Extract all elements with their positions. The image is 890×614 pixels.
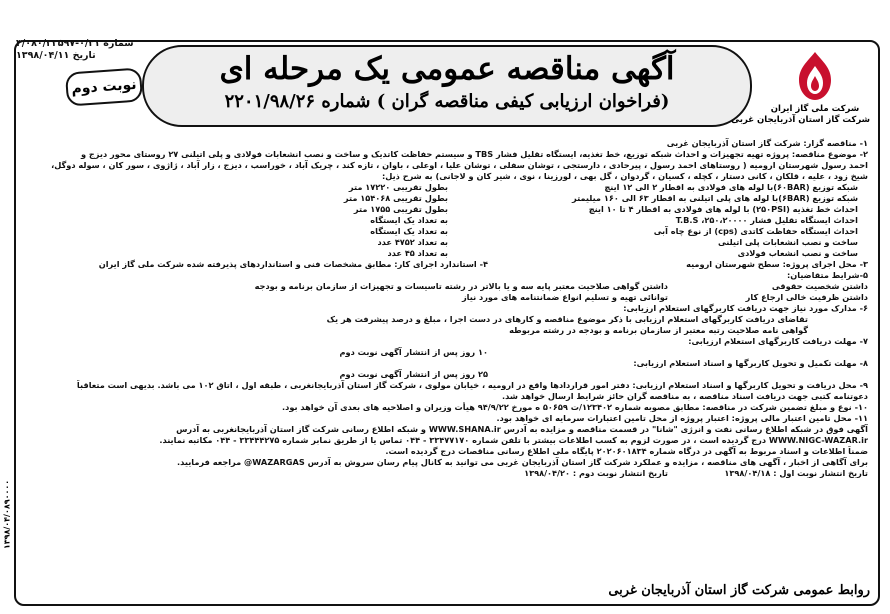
work-item-value: بطول تقریبی ۱۷۵۵ متر [353, 204, 448, 214]
logo-line-province: شرکت گاز استان آذربایجان غربی [731, 115, 870, 125]
ref-date: تاریخ ۱۳۹۸/۰۴/۱۱ [16, 50, 96, 61]
submit-deadline-value: ۲۵ روز پس از انتشار آگهی نوبت دوم [339, 369, 488, 379]
work-item-label: شبکه توزیع (۶BAR)با لوله های پلی اتیلنی به اقطار ۶۳ الی ۱۶۰ میلیمتر [571, 193, 858, 203]
work-item-value: به تعداد ۴۵ عدد [387, 248, 448, 258]
work-item-value: بطول تقریبی ۱۷۲۲۰ متر [348, 182, 448, 192]
subject-line-1: ۲- موضوع مناقصه: پروژه تهیه تجهیزات و احداث شبکه توزیع، خط تغذیه، ایستگاه تقلیل فشار TBS و سیستم حفاظت کاتدیک و ساخت و نصب انشعابات فولادی و پلی اتیلنی ۲۷ روستای محور دیزج و [80, 149, 868, 159]
publication-dates [22, 468, 868, 479]
ad-subtitle: (فراخوان ارزیابی کیفی مناقصه گران ) شماره ۲۲۰۱/۹۸/۲۶ [224, 91, 670, 112]
documents-certificate: گواهی نامه صلاحیت رتبه معتبر از سازمان برنامه و بودجه در رشته مربوطه [509, 325, 808, 335]
tenderer-line: ۱- مناقصه گزار: شرکت گاز استان آذربایجان غربی [666, 138, 868, 148]
work-item-label: احداث ایستگاه حفاظت کاتدی (cps) از نوع چاه آبی [653, 226, 858, 236]
work-item-value: به تعداد یک ایستگاه [370, 215, 448, 225]
public-relations-signature: روابط عمومی شرکت گاز استان آذربایجان غربی [608, 583, 870, 598]
conditions-row-2 [22, 292, 868, 303]
second-publication-date: تاریخ انتشار نوبت دوم : ۱۳۹۸/۰۴/۲۰ [524, 468, 668, 478]
work-item-row [22, 215, 868, 226]
delivery-location: ۹- محل دریافت و تحویل کاربرگها و اسناد استعلام ارزیابی: دفتر امور قراردادها واقع در ارومیه ، خیابان مولوی ، شرکت گاز استان آذربایجانغربی ، طبقه اول ، اتاق ۱۰۲ می باشد. بدیهی است متعاقباً [76, 380, 868, 390]
first-publication-date: تاریخ انتشار نوبت اول : ۱۳۹۸/۰۴/۱۸ [724, 468, 868, 478]
title-banner [142, 45, 752, 127]
work-item-row [22, 226, 868, 237]
ad-body [22, 138, 868, 578]
condition-certificate: داشتن گواهی صلاحیت معتبر پایه سه و یا بالاتر در رشته تاسیسات و تجهیزات از سازمان برنامه و بودجه [254, 281, 668, 291]
ad-title: آگهی مناقصه عمومی یک مرحله ای [219, 51, 675, 87]
work-items-list [22, 182, 868, 259]
funding-source: ۱۱- محل تامین اعتبار مالی پروژه: اعتبار پروژه از محل تامین اعتبارات سرمایه ای خواهد بود. [496, 413, 868, 423]
work-item-value: به تعداد ۴۷۵۲ عدد [377, 237, 448, 247]
second-publication-badge: نوبت دوم [65, 67, 143, 106]
work-item-label: ساخت و نصب انشعابات پلی اتیلنی [717, 237, 858, 247]
submit-deadline-heading: ۸- مهلت تکمیل و تحویل کاربرگها و اسناد استعلام ارزیابی: [633, 358, 868, 368]
work-item-value: بطول تقریبی ۱۵۴۰۶۸ متر [343, 193, 448, 203]
work-item-row [22, 237, 868, 248]
flame-logo-icon [785, 48, 845, 104]
work-item-label: احداث ایستگاه تقلیل فشار ۲۵۰،۲۰۰۰۰، T.B.S [675, 215, 858, 225]
receive-deadline-value: ۱۰ روز پس از انتشار آگهی نوبت دوم [339, 347, 488, 357]
work-item-label: ساخت و نصب انشعاب فولادی [737, 248, 858, 258]
conditions-row-1 [22, 281, 868, 292]
work-item-label: احداث خط تغذیه (۲۵۰PSI) با لوله های فولادی به اقطار ۴ تا ۱۰ اینچ [588, 204, 858, 214]
subject-line-2: احمد رسول شهرستان ارومیه ( روستاهای احمد رسول ، پیرحادی ، دارستجی ، توشان سفلی ، توشان علیا ، اوعلی ، باوان ، تازه کند ، چریک آباد ، خوراسب ، دیزج ، زار آباد ، ژاژوی ، سور کان ، سوله دوگل، [51, 160, 868, 170]
logo-line-company: شرکت ملی گاز ایران [770, 104, 860, 114]
subject-line-3: شیخ زود ، علیه ، قلکان ، کانی دستار ، کچله ، کسیان ، گردوان ، گل بهی ، لورزینا ، نوی ، شیر کان و لاجانی) به شرح ذیل: [381, 171, 868, 181]
publication-note-1: آگهی فوق در شبکه اطلاع رسانی نفت و انرژی "شانا" در قسمت مناقصه و مزایده به آدرس WWW.SHANA.ir و شبکه اطلاع رسانی شرکت گاز استان آذربایجانغربی به آدرس [176, 424, 868, 434]
work-item-label: شبکه توزیع (۶۰BAR)با لوله های فولادی به اقطار ۲ الی ۱۲ اینچ [604, 182, 858, 192]
work-item-value: به تعداد یک ایستگاه [370, 226, 448, 236]
guarantee-type: ۱۰- نوع و مبلغ تضمین شرکت در مناقصه: مطابق مصوبه شماره ۱۲۳۴۰۲/ت ۵۰۶۵۹ ه مورخ ۹۴/۹/۲۲ هیأت وزیران و اصلاحیه های بعدی آن خواهد بود. [282, 402, 868, 412]
execution-standard: ۴- استاندارد اجرای کار: مطابق مشخصات فنی و استانداردهای پذیرفته شده شرکت ملی گاز ایران [98, 259, 488, 269]
condition-capacity: داشتن ظرفیت خالی ارجاع کار [745, 292, 868, 302]
publication-note-3: ضمناً اطلاعات و اسناد مربوط به آگهی در درگاه شماره ۲۰۲۰۶۰۱۸۳۴ پایگاه ملی اطلاع رسانی مناقصات درج گردیده است. [385, 446, 868, 456]
reference-block [16, 38, 134, 62]
documents-heading: ۶- مدارک مورد نیاز جهت دریافت کاربرگهای استعلام ارزیابی: [623, 303, 868, 313]
publication-note-4: برای آگاهی از اخبار ، آگهی های مناقصه ، مزایده و عملکرد شرکت گاز استان آذربایجان غربی می توانید به کانال پیام رسان سروش به آدرس WAZARGAS@ مراجعه فرمایید. [177, 457, 868, 467]
work-item-row [22, 204, 868, 215]
company-logo [731, 48, 870, 138]
work-item-row [22, 182, 868, 193]
project-location: ۳- محل اجرای پروژه: سطح شهرستان ارومیه [686, 259, 868, 269]
condition-guarantees: توانائی تهیه و تسلیم انواع ضمانتنامه های مورد نیاز [461, 292, 668, 302]
side-margin-note [0, 420, 14, 610]
documents-request: تقاضای دریافت کاربرگهای استعلام ارزیابی با ذکر موضوع مناقصه و کارهای در دست اجرا ، مبلغ و درصد پیشرفت هر یک [326, 314, 808, 324]
condition-legal-entity: داشتن شخصیت حقوقی [771, 281, 868, 291]
work-item-row [22, 193, 868, 204]
side-margin-text: ۱۳۹۸/۰۴/۰۸۹۰۰۰۰ [2, 479, 12, 550]
publication-note-2: WWW.NIGC-WAZAR.ir درج گردیده است ، در صورت لزوم به کسب اطلاعات بیشتر با تلفن شماره ۳۳۴۷۷۱۷۰ - ۰۴۴ تماس یا از طریق نمابر شماره ۳۳۴۴۴۲۷۵ - ۰۴۴ مکاتبه نمایند. [159, 435, 868, 445]
work-item-row [22, 248, 868, 259]
conditions-heading: ۵-شرایط متقاضیان: [786, 270, 868, 280]
receive-deadline-heading: ۷- مهلت دریافت کاربرگهای استعلام ارزیابی: [688, 336, 868, 346]
ref-number: شماره ۰/۳۱-۳/۰۸۰/۲۲۵۹۷ [16, 38, 134, 49]
delivery-location-cont: دعوتنامه کتبی جهت دریافت اسناد مناقصه ، به مناقصه گران حائز شرایط ارسال خواهد شد. [501, 391, 868, 401]
